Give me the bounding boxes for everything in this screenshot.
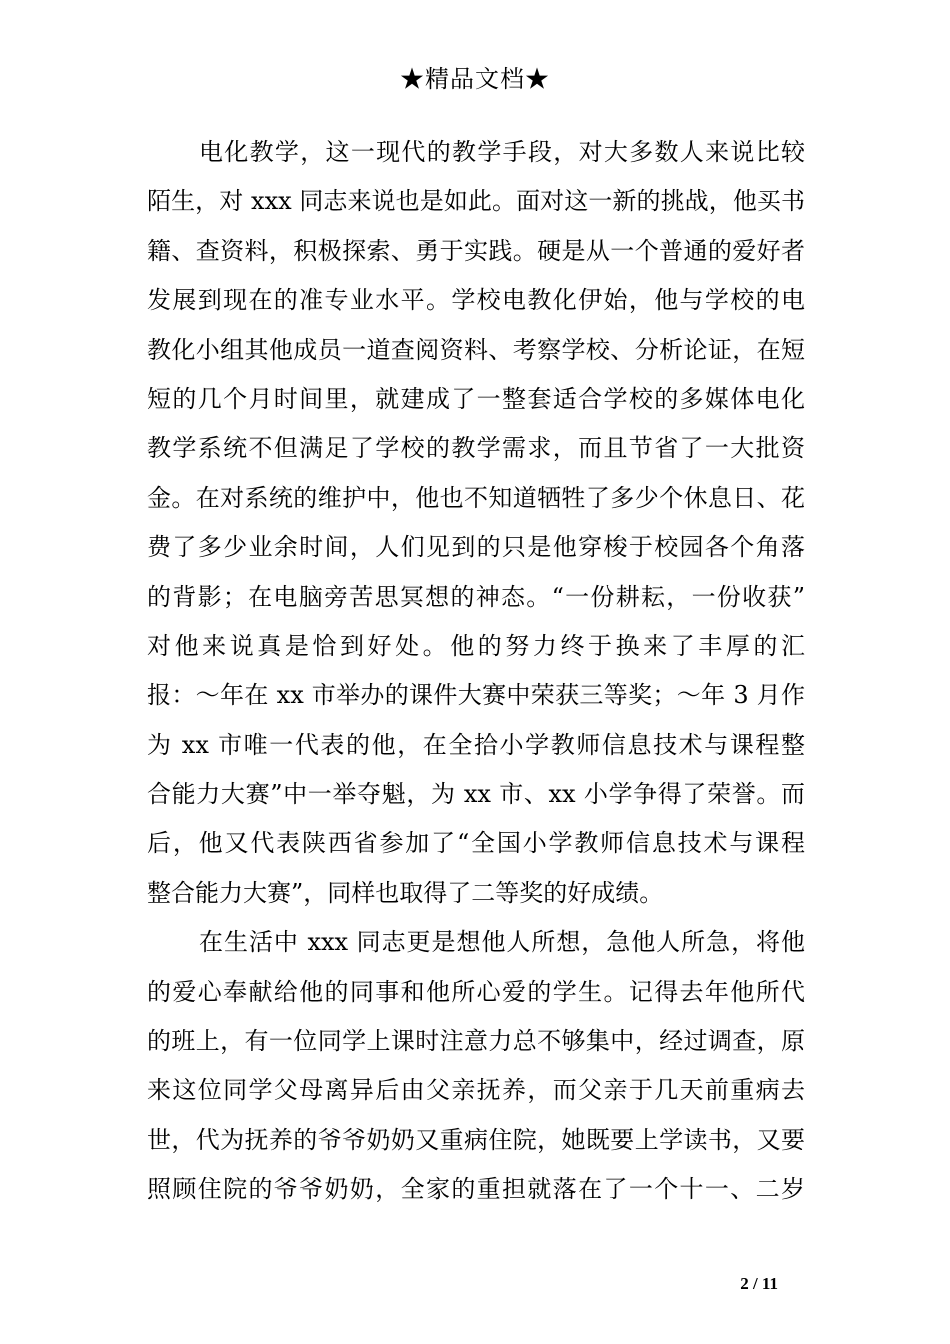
body-text bbox=[147, 128, 805, 1215]
text-line: 整合能力大赛”，同样也取得了二等奖的好成绩。 bbox=[147, 878, 664, 907]
text-line: 为 xx 市唯一代表的他，在全拾小学教师信息技术与课程整 bbox=[147, 730, 805, 759]
text-line: 报：～年在 xx 市举办的课件大赛中荣获三等奖；～年 3 月作 bbox=[147, 681, 805, 710]
text-line: 对他来说真是恰到好处。他的努力终于换来了丰厚的汇 bbox=[147, 631, 805, 660]
page-header bbox=[0, 62, 950, 96]
text-line: 短的几个月时间里，就建成了一整套适合学校的多媒体电化 bbox=[147, 384, 805, 413]
text-line: 教学系统不但满足了学校的教学需求，而且节省了一大批资 bbox=[147, 434, 805, 463]
page-footer bbox=[0, 1272, 778, 1296]
text-line: 的背影；在电脑旁苦思冥想的神态。“一份耕耘，一份收获” bbox=[147, 582, 805, 611]
text-line: 籍、查资料，积极探索、勇于实践。硬是从一个普通的爱好者 bbox=[147, 236, 805, 265]
text-line: 在生活中 xxx 同志更是想他人所想，急他人所急，将他 bbox=[199, 928, 805, 957]
text-line: 的班上，有一位同学上课时注意力总不够集中，经过调查，原 bbox=[147, 1027, 805, 1056]
text-line: 发展到现在的准专业水平。学校电教化伊始，他与学校的电 bbox=[147, 286, 805, 315]
paragraph-2 bbox=[147, 918, 805, 1214]
text-line: 费了多少业余时间，人们见到的只是他穿梭于校园各个角落 bbox=[147, 533, 805, 562]
header-title: ★精品文档★ bbox=[400, 65, 550, 93]
text-line: 电化教学，这一现代的教学手段，对大多数人来说比较 bbox=[199, 138, 805, 166]
text-line: 合能力大赛”中一举夺魁，为 xx 市、xx 小学争得了荣誉。而 bbox=[147, 780, 805, 809]
text-line: 的爱心奉献给他的同事和他所心爱的学生。记得去年他所代 bbox=[147, 977, 805, 1006]
paragraph-1 bbox=[147, 128, 805, 918]
text-line: 来这位同学父母离异后由父亲抚养，而父亲于几天前重病去 bbox=[147, 1076, 805, 1105]
text-line: 后，他又代表陕西省参加了“全国小学教师信息技术与课程 bbox=[147, 829, 805, 858]
text-line: 陌生，对 xxx 同志来说也是如此。面对这一新的挑战，他买书 bbox=[147, 187, 805, 216]
text-line: 照顾住院的爷爷奶奶，全家的重担就落在了一个十一、二岁 bbox=[147, 1175, 805, 1204]
page-number: 2 / 11 bbox=[740, 1274, 778, 1293]
text-line: 教化小组其他成员一道查阅资料、考察学校、分析论证，在短 bbox=[147, 335, 805, 364]
text-line: 金。在对系统的维护中，他也不知道牺牲了多少个休息日、花 bbox=[147, 483, 805, 512]
text-line: 世，代为抚养的爷爷奶奶又重病住院，她既要上学读书，又要 bbox=[147, 1125, 805, 1154]
